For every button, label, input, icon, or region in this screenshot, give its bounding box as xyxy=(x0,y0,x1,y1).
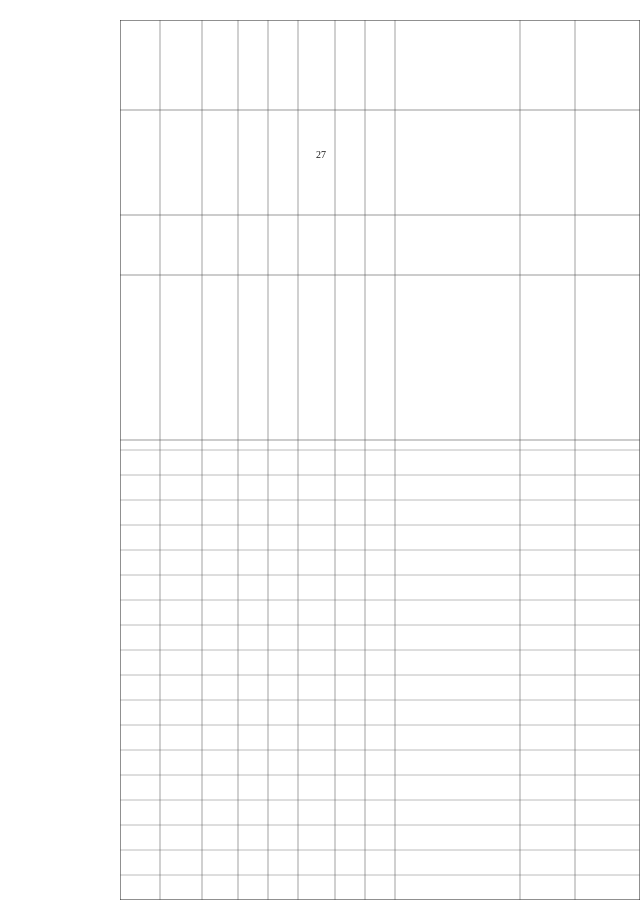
row-lines xyxy=(160,20,575,900)
table-border xyxy=(120,20,640,900)
table-grid xyxy=(120,20,640,900)
column-lines xyxy=(120,110,640,440)
rotated-table xyxy=(120,20,640,900)
page-number: 27 xyxy=(316,150,326,161)
cell-lines xyxy=(120,450,640,875)
